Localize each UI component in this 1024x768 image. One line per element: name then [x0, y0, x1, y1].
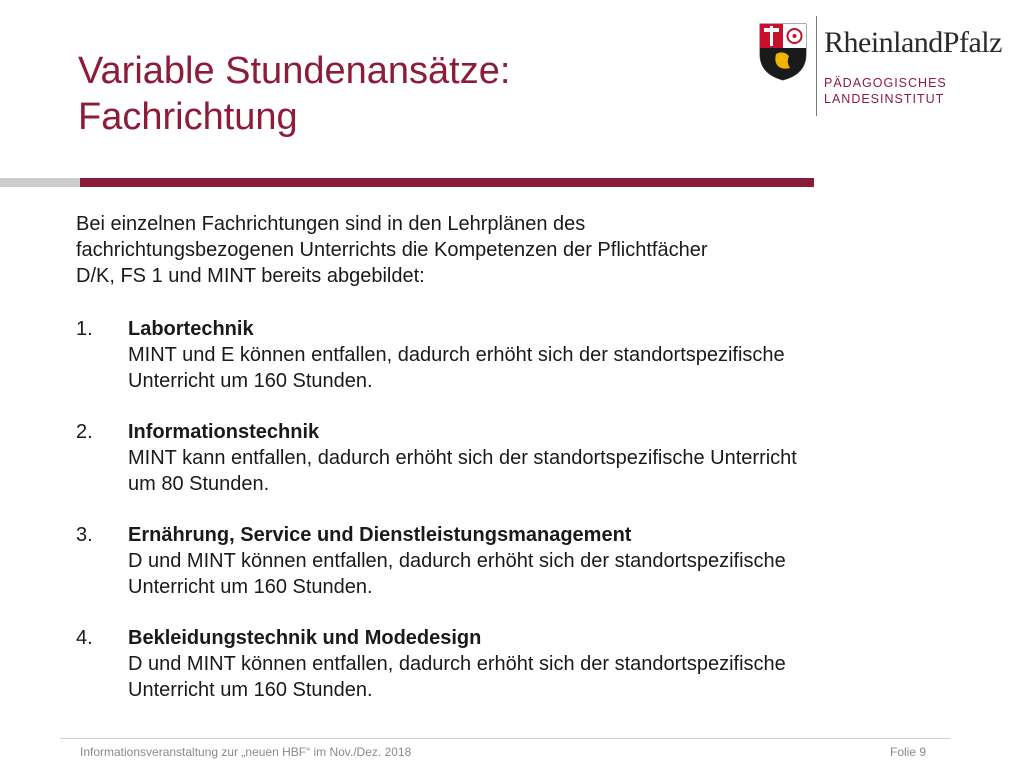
list-item-text: Unterricht um 160 Stunden. — [128, 370, 373, 392]
specialization-list — [76, 316, 996, 728]
list-item-number: 1. — [76, 318, 93, 340]
footer-event-text: Informationsveranstaltung zur „neuen HBF“ im Nov./Dez. 2018 — [80, 745, 412, 759]
list-item-text: um 80 Stunden. — [128, 473, 270, 495]
slide-title-line2: Fachrichtung — [78, 96, 298, 138]
title-divider-accent — [80, 178, 814, 187]
list-item — [76, 522, 996, 600]
list-item-heading: Bekleidungstechnik und Modedesign — [128, 627, 482, 649]
list-item-heading: Informationstechnik — [128, 421, 320, 443]
list-item-number: 4. — [76, 627, 93, 649]
list-item — [76, 625, 996, 703]
list-item-text: MINT und E können entfallen, dadurch erhöht sich der standortspezifische — [128, 344, 785, 366]
footer-divider — [60, 738, 950, 739]
state-name: RheinlandPfalz — [824, 26, 1002, 59]
intro-paragraph — [76, 211, 936, 289]
list-item-text: Unterricht um 160 Stunden. — [128, 576, 373, 598]
logo-divider — [816, 16, 817, 116]
intro-line: Bei einzelnen Fachrichtungen sind in den Lehrplänen des — [76, 213, 586, 235]
title-divider-gray — [0, 178, 80, 187]
rlp-coat-of-arms-icon — [758, 22, 808, 82]
list-item-heading: Ernährung, Service und Dienstleistungsmanagement — [128, 524, 632, 546]
list-item-number: 3. — [76, 524, 93, 546]
list-item — [76, 419, 996, 497]
list-item-heading: Labortechnik — [128, 318, 254, 340]
institute-logo — [758, 14, 1008, 114]
list-item-number: 2. — [76, 421, 93, 443]
list-item-text: D und MINT können entfallen, dadurch erhöht sich der standortspezifische — [128, 653, 786, 675]
list-item-text: MINT kann entfallen, dadurch erhöht sich der standortspezifische Unterricht — [128, 447, 797, 469]
list-item-text: Unterricht um 160 Stunden. — [128, 679, 373, 701]
institute-name-line2: LANDESINSTITUT — [824, 92, 945, 106]
intro-line: fachrichtungsbezogenen Unterrichts die Kompetenzen der Pflichtfächer — [76, 239, 708, 261]
list-item — [76, 316, 996, 394]
intro-line: D/K, FS 1 und MINT bereits abgebildet: — [76, 265, 425, 287]
slide-title-line1: Variable Stundenansätze: — [78, 50, 511, 92]
slide-title — [78, 48, 678, 140]
institute-name-line1: PÄDAGOGISCHES — [824, 76, 947, 90]
list-item-text: D und MINT können entfallen, dadurch erhöht sich der standortspezifische — [128, 550, 786, 572]
footer-slide-number: Folie 9 — [890, 745, 927, 759]
